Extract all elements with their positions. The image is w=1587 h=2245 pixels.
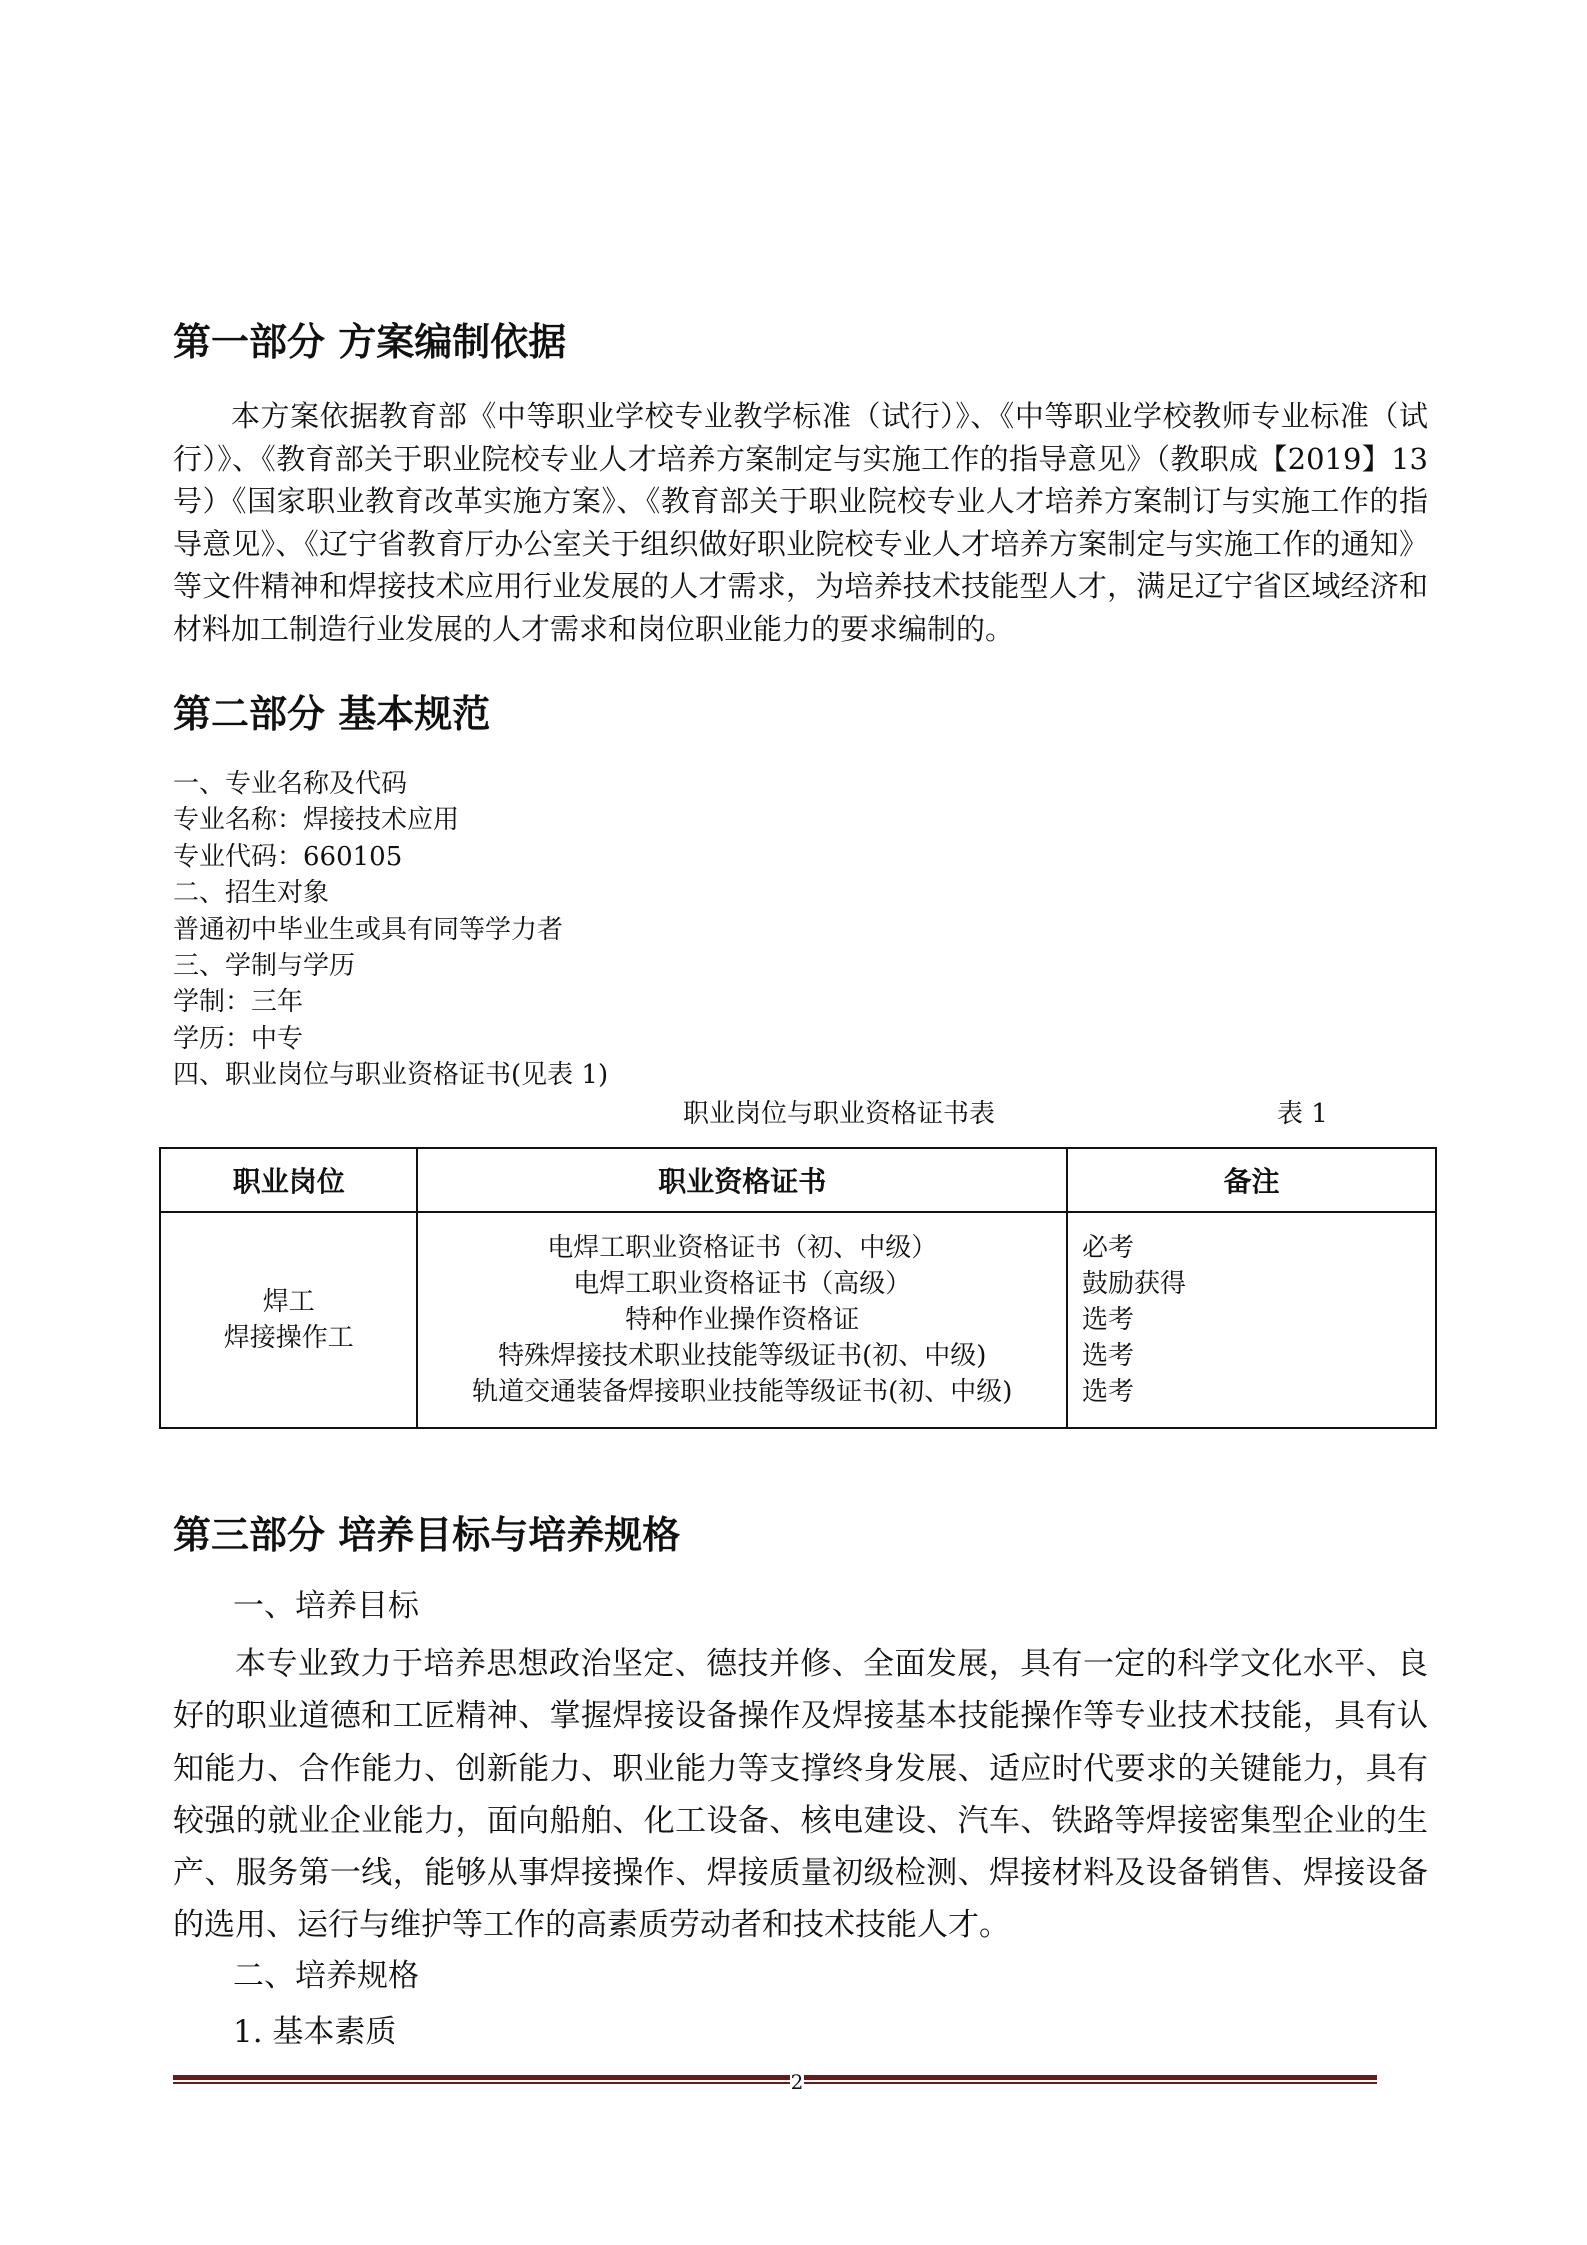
part2-heading: 第二部分 基本规范	[173, 692, 491, 736]
section-line: 专业名称：焊接技术应用	[173, 805, 460, 835]
part3-subheading-quality: 1. 基本素质	[233, 2014, 397, 2050]
certificate-item: 电焊工职业资格证书（高级）	[573, 1269, 912, 1299]
section-line: 二、招生对象	[173, 878, 330, 908]
note-item: 选考	[1082, 1341, 1135, 1371]
table-header-row	[160, 1148, 1436, 1212]
note-item: 选考	[1082, 1305, 1135, 1335]
certificate-item: 特种作业操作资格证	[625, 1305, 860, 1335]
section-line: 四、职业岗位与职业资格证书(见表 1)	[173, 1060, 609, 1090]
certificate-table	[159, 1147, 1437, 1429]
position-item: 焊工	[262, 1287, 315, 1317]
footer-rule-thin	[173, 2082, 1377, 2084]
section-line: 专业代码：660105	[173, 842, 403, 872]
header-position: 职业岗位	[160, 1148, 417, 1212]
certificate-item: 轨道交通装备焊接职业技能等级证书(初、中级)	[472, 1377, 1013, 1407]
part1-paragraph: 本方案依据教育部《中等职业学校专业教学标准（试行）》、《中等职业学校教师专业标准（试行）》、《教育部关于职业院校专业人才培养方案制定与实施工作的指导意见》（教职成【2019】13号）《国家职业教育改革实施方案》、《教育部关于职业院校专业人才培养方案制订与实施工作的指导意见》、《辽宁省教育厅办公室关于组织做好职业院校专业人才培养方案制定与实施工作的通知》等文件精神和焊接技术应用行业发展的人才需求，为培养技术技能型人才，满足辽宁省区域经济和材料加工制造行业发展的人才需求和岗位职业能力的要求编制的。	[173, 399, 1428, 646]
header-certificate: 职业资格证书	[417, 1148, 1067, 1212]
footer-rule	[173, 2075, 1377, 2080]
header-note: 备注	[1067, 1148, 1436, 1212]
section-line: 学制：三年	[173, 987, 304, 1017]
table-row	[160, 1212, 1436, 1428]
part3-paragraph: 本专业致力于培养思想政治坚定、德技并修、全面发展，具有一定的科学文化水平、良好的职业道德和工匠精神、掌握焊接设备操作及焊接基本技能操作等专业技术技能，具有认知能力、合作能力、创新能力、职业能力等支撑终身发展、适应时代要求的关键能力，具有较强的就业企业能力，面向船舶、化工设备、核电建设、汽车、铁路等焊接密集型企业的生产、服务第一线，能够从事焊接操作、焊接质量初级检测、焊接材料及设备销售、焊接设备的选用、运行与维护等工作的高素质劳动者和技术技能人才。	[173, 1646, 1428, 1944]
part3-subheading-spec: 二、培养规格	[233, 1958, 419, 1994]
position-item: 焊接操作工	[223, 1323, 354, 1353]
section-line: 三、学制与学历	[173, 951, 356, 981]
certificate-cell	[417, 1212, 1067, 1428]
note-cell	[1067, 1212, 1436, 1428]
note-item: 选考	[1082, 1377, 1135, 1407]
page-number: 2	[790, 2070, 804, 2094]
part1-heading: 第一部分 方案编制依据	[173, 320, 567, 364]
section-line: 一、专业名称及代码	[173, 769, 408, 799]
section-line: 普通初中毕业生或具有同等学力者	[173, 915, 564, 945]
table-number: 表 1	[1277, 1099, 1328, 1129]
certificate-item: 特殊焊接技术职业技能等级证书(初、中级)	[498, 1341, 987, 1371]
table-caption: 职业岗位与职业资格证书表	[683, 1099, 996, 1129]
note-item: 鼓励获得	[1082, 1269, 1187, 1299]
certificate-item: 电焊工职业资格证书（初、中级）	[547, 1233, 938, 1263]
position-cell	[160, 1212, 417, 1428]
part3-subheading-goal: 一、培养目标	[233, 1588, 419, 1624]
part3-heading: 第三部分 培养目标与培养规格	[173, 1513, 681, 1557]
note-item: 必考	[1082, 1233, 1135, 1263]
section-line: 学历：中专	[173, 1024, 304, 1054]
